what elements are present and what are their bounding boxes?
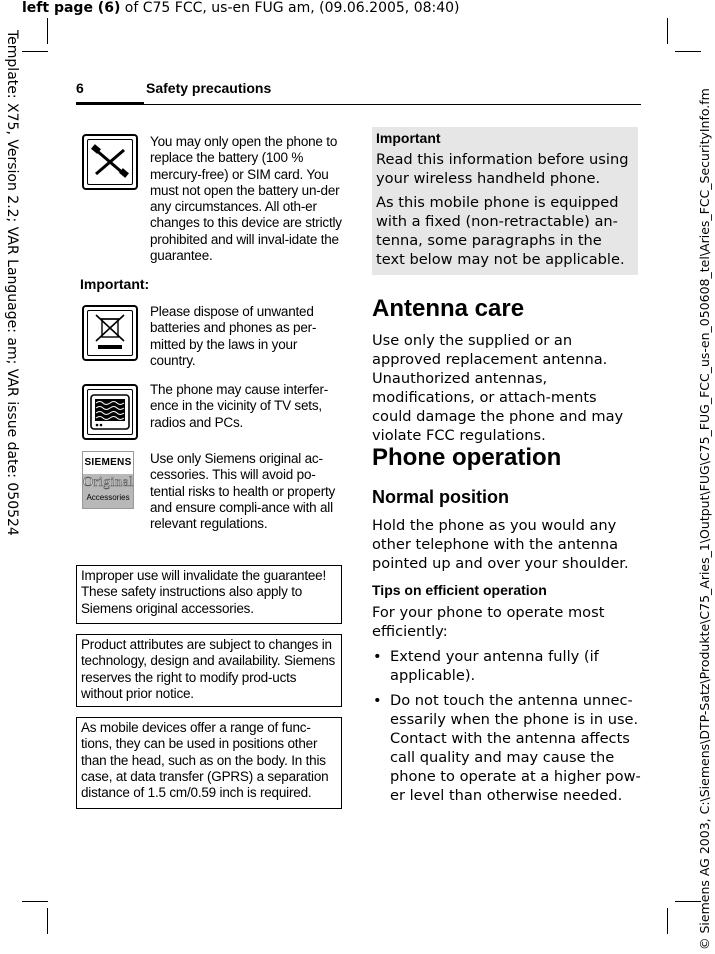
crop-mark <box>667 908 668 934</box>
list-item: • Extend your antenna fully (if applicable). <box>372 647 642 685</box>
product-attributes-note: Product attributes are subject to changes in technology, design and availability. Siemens reserves the right to modify prod-ucts without prior notice. <box>76 634 342 707</box>
header-rule <box>76 102 144 105</box>
important-paragraph-2: As this mobile phone is equipped with a fixed (non-retractable) an-tenna, some paragraphs in the text below may not be applicable. <box>376 194 625 268</box>
important-title: Important <box>376 130 441 146</box>
crop-mark <box>47 18 48 44</box>
important-label: Important: <box>80 276 150 292</box>
gprs-distance-note: As mobile devices offer a range of func-tions, they can be used in positions other than the head, such as on the body. In this case, at data transfer (GPRS) a separation distance of 1.5 cm/0.59 inch is required. <box>76 717 342 809</box>
battery-warning-text: You may only open the phone to replace the battery (100 % mercury-free) or SIM card. You must not open the battery un-der any circumstances. All oth-er changes to this device are strictly prohibited and will inval-idate the guarantee. <box>150 134 342 264</box>
print-slug <box>22 0 460 16</box>
important-paragraph-1: Read this information before using your wireless handheld phone. <box>376 151 629 187</box>
normal-position-text: Hold the phone as you would any other telephone with the antenna pointed up and over your shoulder. <box>372 517 629 572</box>
copyright-path-text: © Siemens AG 2003, C:\Siemens\DTP-Satz\Produkte\C75_Aries_1\Output\FUG\C75_FUG_FCC_us-en_050608_tel\Aries_FCC_SecurityInfo.fm <box>697 88 712 950</box>
crop-mark <box>675 51 701 52</box>
antenna-care-text: Use only the supplied or an approved replacement antenna. Unauthorized antennas, modifications, or attach-ments could damage the phone and may violate FCC regulations. <box>372 332 624 444</box>
page-title: Safety precautions <box>146 80 272 96</box>
guarantee-note: Improper use will invalidate the guarantee! These safety instructions also apply to Siemens original accessories. <box>76 565 342 624</box>
recycle-bin-icon <box>82 305 138 361</box>
crop-mark <box>22 51 48 52</box>
accessories-text: Use only Siemens original ac-cessories. This will avoid po-tential risks to health or property and ensure compli-ance with all relevant regulations. <box>150 451 336 532</box>
important-box <box>372 127 638 275</box>
tv-interference-icon <box>82 384 138 440</box>
siemens-original-logo <box>82 451 134 509</box>
list-item: • Do not touch the antenna unnec-essarily when the phone is in use. Contact with the antenna affects call quality and may cause the phone to operate at a higher pow-er level than otherwise needed. <box>372 691 642 805</box>
template-info-text: Template: X75, Version 2.2; VAR Language: am; VAR issue date: 050524 <box>4 30 20 536</box>
accessories-label: Accessories <box>86 493 130 502</box>
tips-list <box>372 647 642 811</box>
antenna-care-heading: Antenna care <box>372 295 525 322</box>
header-rule-thin <box>144 104 641 105</box>
crop-mark <box>47 908 48 934</box>
siemens-brand: SIEMENS <box>84 457 132 468</box>
template-info <box>4 30 20 536</box>
dispose-text: Please dispose of unwanted batteries and phones as per-mitted by the laws in your country. <box>150 304 317 368</box>
crop-mark <box>22 901 48 902</box>
original-label: Original <box>83 475 134 490</box>
crop-mark <box>667 18 668 44</box>
page-number: 6 <box>76 80 84 96</box>
normal-position-heading: Normal position <box>372 487 510 507</box>
slug-page-label: left page (6) <box>22 0 121 16</box>
interference-text: The phone may cause interfer-ence in the vicinity of TV sets, radios and PCs. <box>150 382 329 430</box>
no-tools-icon <box>82 134 138 190</box>
phone-operation-heading: Phone operation <box>372 444 562 471</box>
slug-details: of C75 FCC, us-en FUG am, (09.06.2005, 08:40) <box>120 0 460 16</box>
tips-heading: Tips on efficient operation <box>372 582 547 598</box>
copyright-path <box>697 70 713 950</box>
tips-intro: For your phone to operate most efficiently: <box>372 604 605 640</box>
